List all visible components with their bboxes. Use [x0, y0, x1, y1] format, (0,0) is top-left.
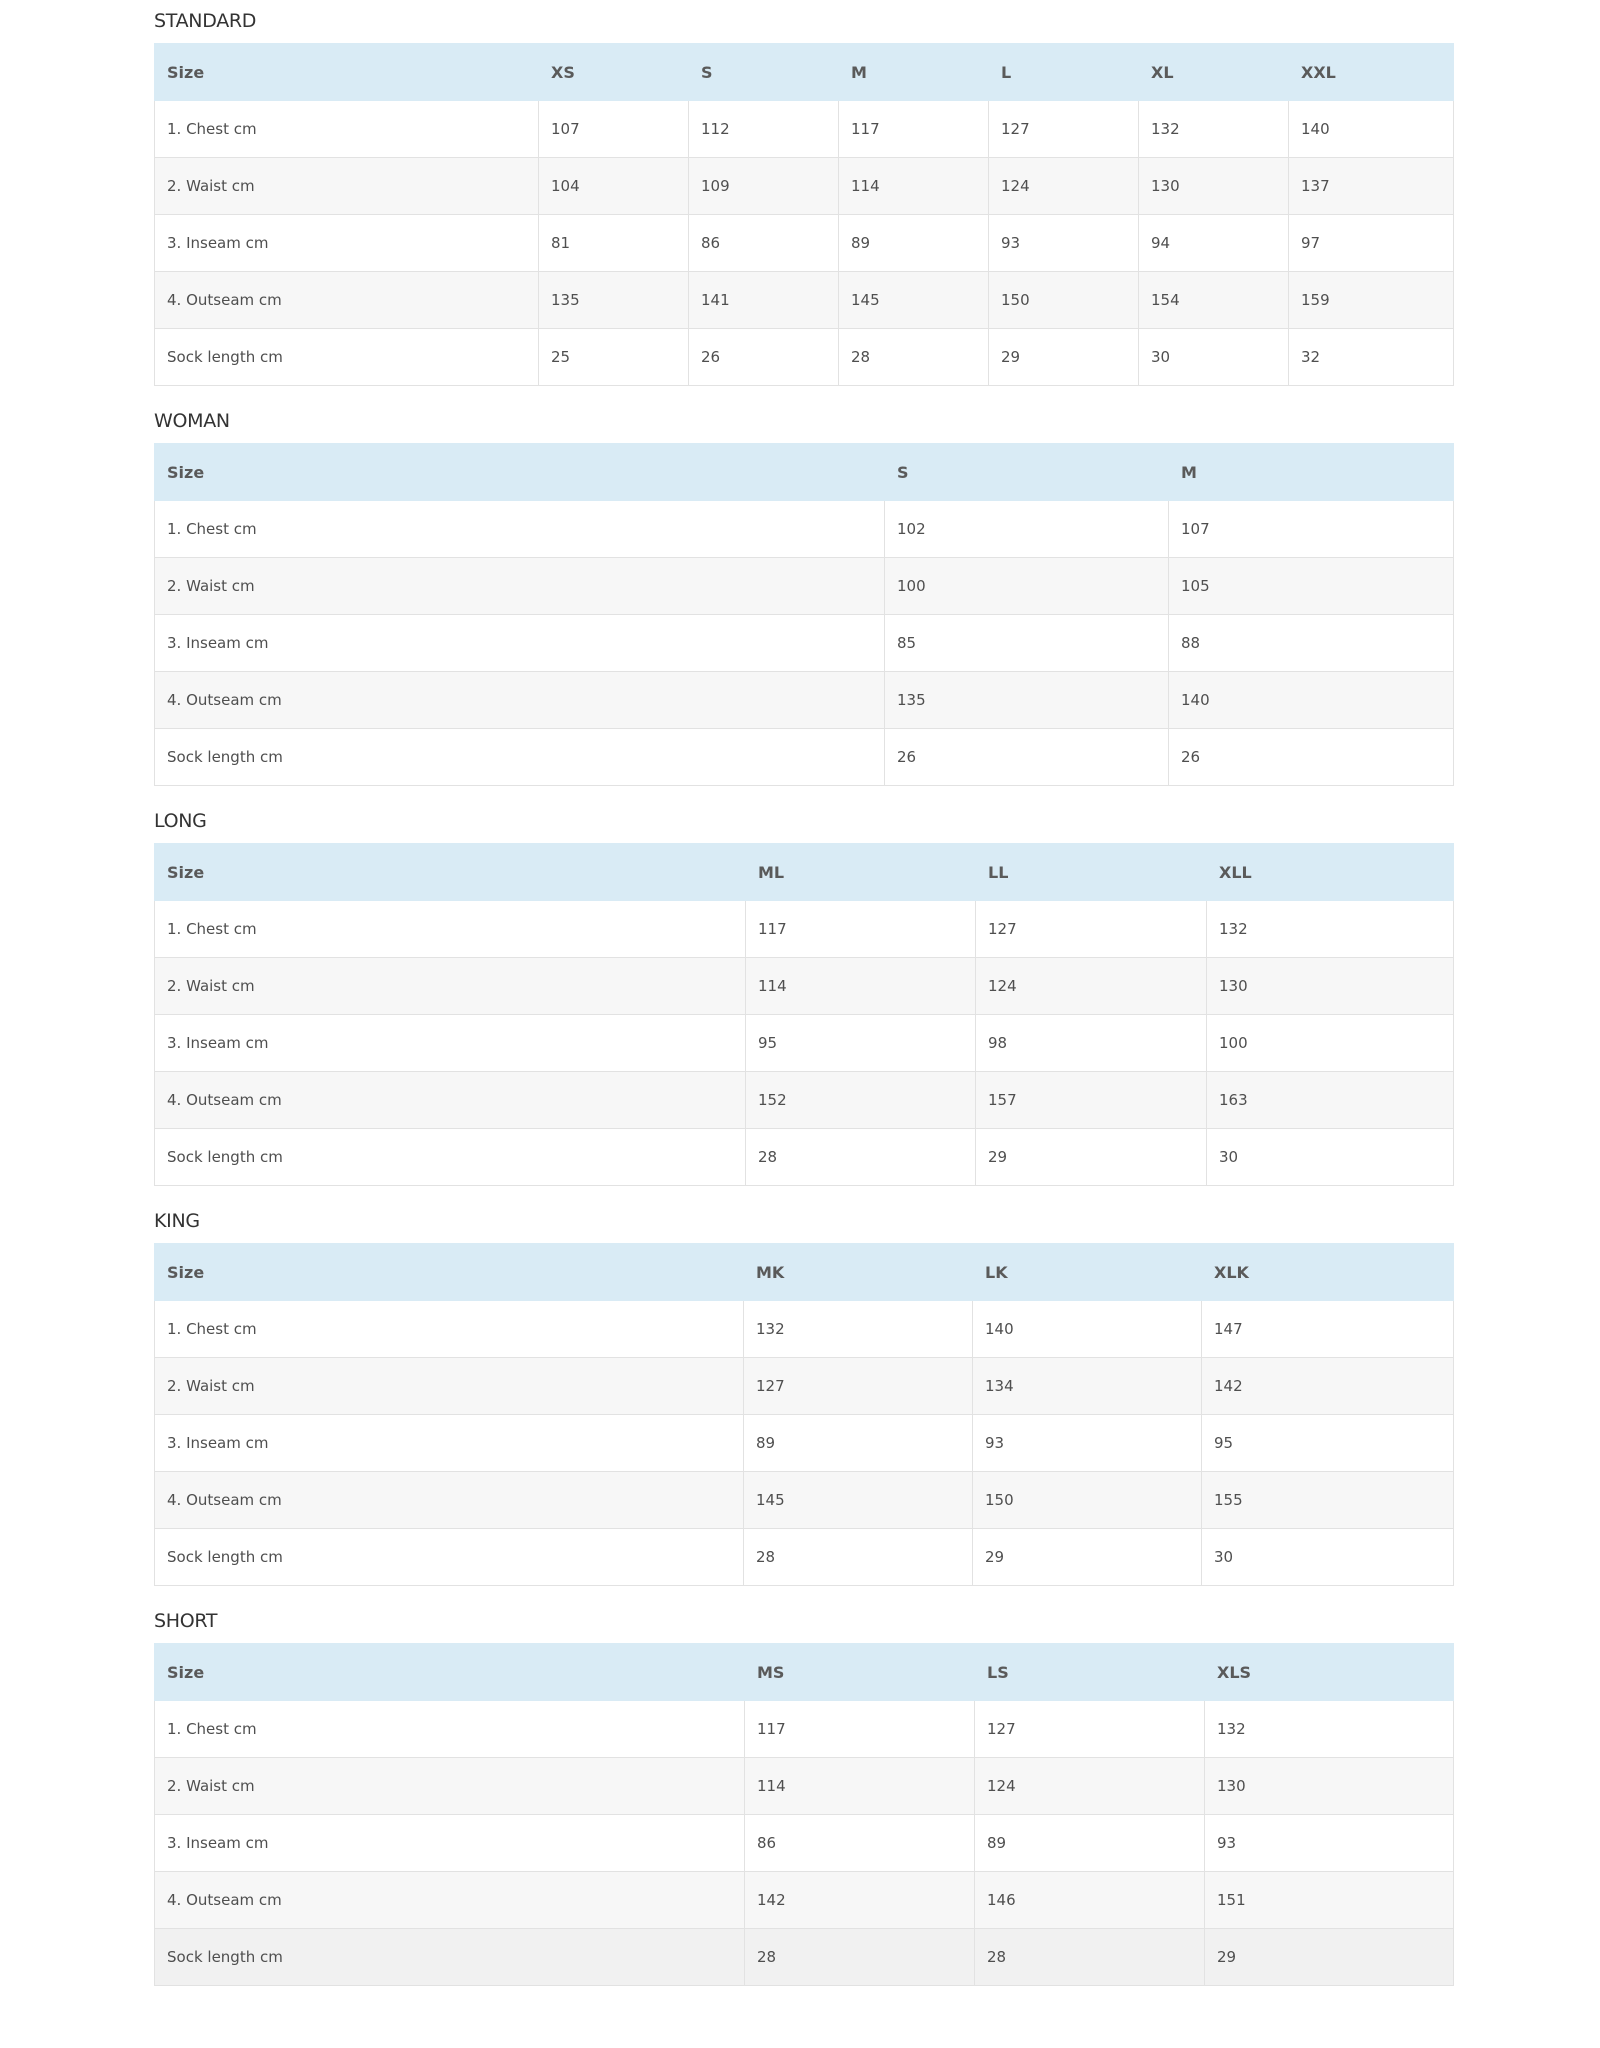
measurement-value: 132 — [744, 1301, 973, 1358]
measurement-value: 95 — [746, 1015, 976, 1072]
measurement-value: 28 — [746, 1129, 976, 1186]
table-row — [155, 1472, 1454, 1529]
measurement-value: 132 — [1139, 101, 1289, 158]
measurement-value: 146 — [975, 1872, 1205, 1929]
measurement-value: 30 — [1139, 329, 1289, 386]
measurement-value: 28 — [975, 1929, 1205, 1986]
measurement-value: 147 — [1202, 1301, 1454, 1358]
measurement-value: 157 — [976, 1072, 1207, 1129]
size-chart-container — [154, 0, 1453, 2000]
measurement-value: 135 — [539, 272, 689, 329]
measurement-value: 127 — [976, 901, 1207, 958]
measurement-value: 93 — [973, 1415, 1202, 1472]
measurement-value: 32 — [1289, 329, 1454, 386]
measurement-label: Sock length cm — [155, 1929, 745, 1986]
measurement-value: 117 — [839, 101, 989, 158]
size-column-header: Size — [155, 1644, 745, 1701]
measurement-value: 93 — [989, 215, 1139, 272]
size-column-header: Size — [155, 444, 885, 501]
measurement-value: 140 — [1289, 101, 1454, 158]
size-label-header: XS — [539, 44, 689, 101]
table-row — [155, 901, 1454, 958]
measurement-value: 29 — [976, 1129, 1207, 1186]
table-row — [155, 1815, 1454, 1872]
measurement-label: 2. Waist cm — [155, 1758, 745, 1815]
size-label-header: S — [885, 444, 1169, 501]
measurement-value: 114 — [745, 1758, 975, 1815]
measurement-value: 159 — [1289, 272, 1454, 329]
size-label-header: L — [989, 44, 1139, 101]
size-table-title: KING — [154, 1210, 200, 1232]
table-row — [155, 1872, 1454, 1929]
table-row — [155, 1758, 1454, 1815]
table-header-row — [155, 1644, 1454, 1701]
measurement-label: 2. Waist cm — [155, 158, 539, 215]
measurement-value: 132 — [1205, 1701, 1454, 1758]
size-table-long — [154, 843, 1454, 1186]
measurement-value: 26 — [1169, 729, 1454, 786]
measurement-value: 29 — [973, 1529, 1202, 1586]
table-row — [155, 558, 1454, 615]
measurement-value: 102 — [885, 501, 1169, 558]
table-row — [155, 672, 1454, 729]
size-label-header: M — [839, 44, 989, 101]
measurement-value: 98 — [976, 1015, 1207, 1072]
measurement-value: 154 — [1139, 272, 1289, 329]
measurement-value: 89 — [744, 1415, 973, 1472]
table-row — [155, 1015, 1454, 1072]
size-column-header: Size — [155, 1244, 744, 1301]
size-label-header: XXL — [1289, 44, 1454, 101]
size-label-header: XLL — [1207, 844, 1454, 901]
measurement-label: Sock length cm — [155, 329, 539, 386]
measurement-value: 105 — [1169, 558, 1454, 615]
table-header-row — [155, 1244, 1454, 1301]
measurement-label: Sock length cm — [155, 729, 885, 786]
size-label-header: LK — [973, 1244, 1202, 1301]
table-row — [155, 1358, 1454, 1415]
measurement-label: 1. Chest cm — [155, 901, 746, 958]
table-row — [155, 501, 1454, 558]
measurement-value: 150 — [989, 272, 1139, 329]
measurement-value: 140 — [1169, 672, 1454, 729]
measurement-value: 114 — [839, 158, 989, 215]
measurement-label: 2. Waist cm — [155, 558, 885, 615]
measurement-value: 145 — [744, 1472, 973, 1529]
measurement-value: 81 — [539, 215, 689, 272]
measurement-label: 4. Outseam cm — [155, 1072, 746, 1129]
measurement-label: 2. Waist cm — [155, 1358, 744, 1415]
measurement-value: 89 — [975, 1815, 1205, 1872]
measurement-value: 152 — [746, 1072, 976, 1129]
size-label-header: LL — [976, 844, 1207, 901]
table-row — [155, 615, 1454, 672]
table-row — [155, 1929, 1454, 1986]
measurement-value: 94 — [1139, 215, 1289, 272]
measurement-value: 89 — [839, 215, 989, 272]
measurement-value: 155 — [1202, 1472, 1454, 1529]
table-row — [155, 1301, 1454, 1358]
size-label-header: MK — [744, 1244, 973, 1301]
measurement-value: 107 — [539, 101, 689, 158]
measurement-value: 30 — [1202, 1529, 1454, 1586]
size-column-header: Size — [155, 844, 746, 901]
measurement-value: 86 — [745, 1815, 975, 1872]
table-row — [155, 958, 1454, 1015]
measurement-value: 30 — [1207, 1129, 1454, 1186]
size-table-standard — [154, 43, 1454, 386]
measurement-value: 134 — [973, 1358, 1202, 1415]
table-row — [155, 215, 1454, 272]
size-label-header: S — [689, 44, 839, 101]
measurement-label: 4. Outseam cm — [155, 272, 539, 329]
table-row — [155, 1415, 1454, 1472]
table-row — [155, 1129, 1454, 1186]
measurement-value: 150 — [973, 1472, 1202, 1529]
size-column-header: Size — [155, 44, 539, 101]
measurement-value: 127 — [975, 1701, 1205, 1758]
measurement-label: 1. Chest cm — [155, 1701, 745, 1758]
size-label-header: MS — [745, 1644, 975, 1701]
measurement-value: 117 — [745, 1701, 975, 1758]
measurement-label: 1. Chest cm — [155, 501, 885, 558]
measurement-label: 3. Inseam cm — [155, 615, 885, 672]
measurement-label: 4. Outseam cm — [155, 1472, 744, 1529]
measurement-label: 3. Inseam cm — [155, 1015, 746, 1072]
measurement-value: 100 — [1207, 1015, 1454, 1072]
table-header-row — [155, 444, 1454, 501]
size-label-header: XLS — [1205, 1644, 1454, 1701]
table-row — [155, 1072, 1454, 1129]
measurement-value: 26 — [689, 329, 839, 386]
size-label-header: M — [1169, 444, 1454, 501]
measurement-value: 127 — [989, 101, 1139, 158]
size-label-header: XL — [1139, 44, 1289, 101]
measurement-value: 145 — [839, 272, 989, 329]
measurement-value: 142 — [1202, 1358, 1454, 1415]
measurement-value: 85 — [885, 615, 1169, 672]
table-row — [155, 729, 1454, 786]
measurement-value: 100 — [885, 558, 1169, 615]
table-row — [155, 1701, 1454, 1758]
measurement-value: 28 — [745, 1929, 975, 1986]
measurement-value: 97 — [1289, 215, 1454, 272]
size-table-title: SHORT — [154, 1610, 218, 1632]
measurement-value: 29 — [1205, 1929, 1454, 1986]
measurement-value: 29 — [989, 329, 1139, 386]
measurement-value: 140 — [973, 1301, 1202, 1358]
measurement-value: 25 — [539, 329, 689, 386]
measurement-value: 124 — [989, 158, 1139, 215]
size-table-woman — [154, 443, 1454, 786]
measurement-value: 112 — [689, 101, 839, 158]
measurement-label: 4. Outseam cm — [155, 672, 885, 729]
size-table-short — [154, 1643, 1454, 1986]
table-row — [155, 329, 1454, 386]
size-table-title: LONG — [154, 810, 207, 832]
measurement-label: Sock length cm — [155, 1129, 746, 1186]
measurement-label: 3. Inseam cm — [155, 215, 539, 272]
measurement-value: 95 — [1202, 1415, 1454, 1472]
measurement-value: 163 — [1207, 1072, 1454, 1129]
measurement-value: 124 — [975, 1758, 1205, 1815]
measurement-label: 1. Chest cm — [155, 1301, 744, 1358]
table-header-row — [155, 44, 1454, 101]
measurement-value: 93 — [1205, 1815, 1454, 1872]
size-table-title: WOMAN — [154, 410, 230, 432]
measurement-value: 107 — [1169, 501, 1454, 558]
measurement-value: 127 — [744, 1358, 973, 1415]
measurement-value: 132 — [1207, 901, 1454, 958]
measurement-value: 142 — [745, 1872, 975, 1929]
measurement-value: 114 — [746, 958, 976, 1015]
measurement-value: 88 — [1169, 615, 1454, 672]
measurement-value: 130 — [1205, 1758, 1454, 1815]
measurement-label: 4. Outseam cm — [155, 1872, 745, 1929]
measurement-value: 141 — [689, 272, 839, 329]
measurement-label: 3. Inseam cm — [155, 1415, 744, 1472]
measurement-value: 86 — [689, 215, 839, 272]
measurement-value: 135 — [885, 672, 1169, 729]
table-row — [155, 158, 1454, 215]
measurement-value: 117 — [746, 901, 976, 958]
size-table-title: STANDARD — [154, 10, 257, 32]
size-label-header: LS — [975, 1644, 1205, 1701]
table-row — [155, 272, 1454, 329]
measurement-value: 28 — [839, 329, 989, 386]
measurement-label: 3. Inseam cm — [155, 1815, 745, 1872]
table-row — [155, 1529, 1454, 1586]
measurement-value: 109 — [689, 158, 839, 215]
measurement-value: 130 — [1207, 958, 1454, 1015]
measurement-value: 137 — [1289, 158, 1454, 215]
measurement-label: Sock length cm — [155, 1529, 744, 1586]
size-label-header: ML — [746, 844, 976, 901]
measurement-value: 28 — [744, 1529, 973, 1586]
measurement-label: 1. Chest cm — [155, 101, 539, 158]
table-header-row — [155, 844, 1454, 901]
size-table-king — [154, 1243, 1454, 1586]
measurement-value: 104 — [539, 158, 689, 215]
measurement-value: 130 — [1139, 158, 1289, 215]
measurement-label: 2. Waist cm — [155, 958, 746, 1015]
size-label-header: XLK — [1202, 1244, 1454, 1301]
measurement-value: 124 — [976, 958, 1207, 1015]
measurement-value: 26 — [885, 729, 1169, 786]
measurement-value: 151 — [1205, 1872, 1454, 1929]
table-row — [155, 101, 1454, 158]
